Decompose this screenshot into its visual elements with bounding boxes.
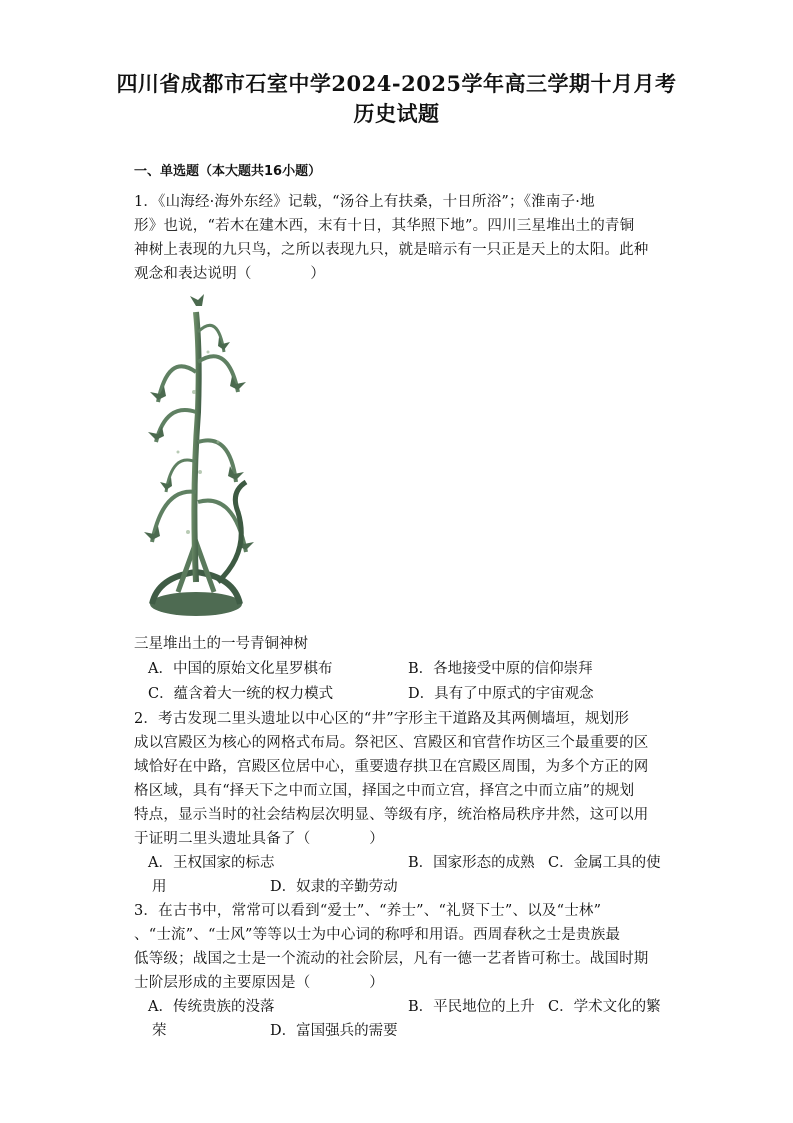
q3-option-a[interactable]: A．传统贵族的没落 bbox=[148, 999, 275, 1015]
q1-line-3: 神树上表现的九只鸟，之所以表现九只，就是暗示有一只正是天上的太阳。此种 bbox=[134, 242, 649, 258]
q1-line-1: 1．《山海经·海外东经》记载，“汤谷上有扶桑，十日所浴”；《淮南子·地 bbox=[134, 194, 595, 210]
q2-line-6: 于证明二里头遗址具备了（ ） bbox=[134, 831, 384, 847]
figure-caption: 三星堆出土的一号青铜神树 bbox=[134, 636, 308, 652]
q2-line-5: 特点，显示当时的社会结构层次明显、等级有序，统治格局秩序井然，这可以用 bbox=[134, 807, 649, 823]
bronze-tree-image bbox=[138, 292, 268, 622]
q2-option-b[interactable]: B．国家形态的成熟 bbox=[408, 855, 535, 871]
q3-option-d[interactable]: D．富国强兵的需要 bbox=[270, 1023, 398, 1039]
q3-line-3: 低等级；战国之士是一个流动的社会阶层，凡有一德一艺者皆可称士。战国时期 bbox=[134, 951, 649, 967]
title-line-1: 四川省成都市石室中学2024-2025学年高三学期十月月考 bbox=[116, 71, 677, 96]
q2-line-4: 格区域，具有“择天下之中而立国，择国之中而立宫，择宫之中而立庙”的规划 bbox=[134, 783, 635, 799]
q3-option-c-wrap: 荣 bbox=[152, 1023, 167, 1039]
q1-option-c[interactable]: C．蕴含着大一统的权力模式 bbox=[148, 686, 334, 702]
section-heading: 一、单选题（本大题共16小题） bbox=[134, 164, 322, 179]
q2-line-2: 成以宫殿区为核心的网格式布局。祭祀区、宫殿区和官营作坊区三个最重要的区 bbox=[134, 735, 649, 751]
q2-option-c[interactable]: C．金属工具的使 bbox=[548, 855, 661, 871]
q1-option-b[interactable]: B．各地接受中原的信仰崇拜 bbox=[408, 661, 593, 677]
q3-option-b[interactable]: B．平民地位的上升 bbox=[408, 999, 535, 1015]
q2-option-c-wrap: 用 bbox=[152, 879, 167, 895]
q2-option-d[interactable]: D．奴隶的辛勤劳动 bbox=[270, 879, 398, 895]
q3-line-1: 3．在古书中，常常可以看到“爱士”、“养士”、“礼贤下士”、以及“士林” bbox=[134, 903, 602, 919]
q1-option-d[interactable]: D．具有了中原式的宇宙观念 bbox=[408, 686, 594, 702]
title-line-2: 历史试题 bbox=[353, 101, 440, 126]
q1-line-2: 形》也说，“若木在建木西，末有十日，其华照下地”。四川三星堆出土的青铜 bbox=[134, 218, 635, 234]
q1-line-4: 观念和表达说明（ ） bbox=[134, 266, 326, 282]
q3-option-c[interactable]: C．学术文化的繁 bbox=[548, 999, 661, 1015]
q2-line-3: 域恰好在中路，宫殿区位居中心，重要遗存拱卫在宫殿区周围，为多个方正的网 bbox=[134, 759, 649, 775]
q3-line-4: 士阶层形成的主要原因是（ ） bbox=[134, 975, 384, 991]
q2-line-1: 2．考古发现二里头遗址以中心区的“井”字形主干道路及其两侧墙垣，规划形 bbox=[134, 711, 630, 727]
q1-option-a[interactable]: A．中国的原始文化星罗棋布 bbox=[148, 661, 333, 677]
q2-option-a[interactable]: A．王权国家的标志 bbox=[148, 855, 275, 871]
q3-line-2: 、“士流”、“士风”等等以士为中心词的称呼和用语。西周春秋之士是贵族最 bbox=[134, 927, 621, 943]
